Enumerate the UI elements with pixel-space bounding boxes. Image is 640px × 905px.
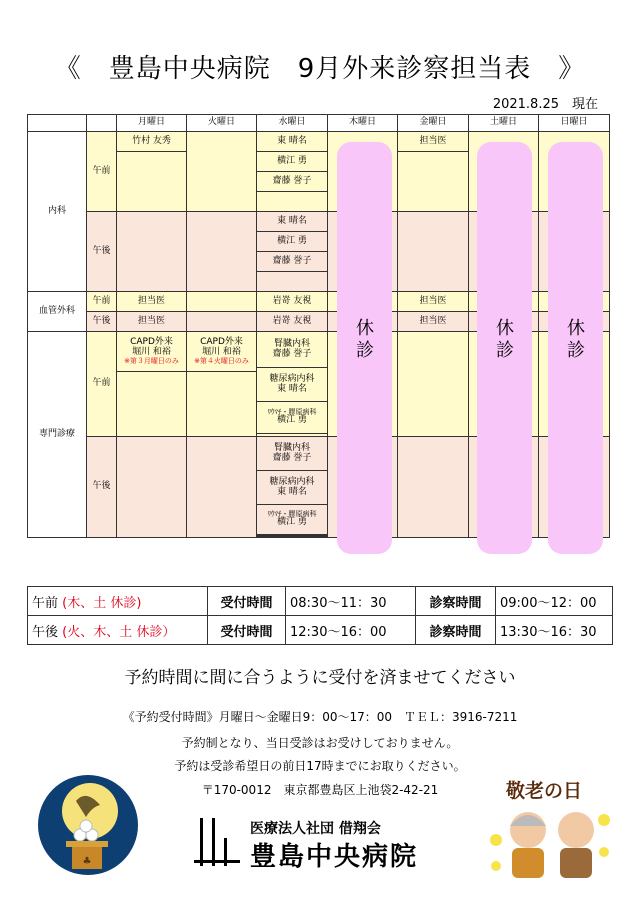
hours-closed: (火、木、土 休診） bbox=[62, 624, 176, 640]
slot-pm: 午後 bbox=[87, 212, 117, 292]
hours-label: 午前 bbox=[32, 595, 59, 611]
dept-senmon: 専門診療 bbox=[28, 332, 87, 538]
note: ※第４火曜日のみ bbox=[194, 356, 249, 365]
reservation-info: 《予約受付時間》月曜日～金曜日9：00～17：00 ＴＥＬ：3916-7211 bbox=[122, 710, 518, 724]
hours-closed: (木、土 休診) bbox=[62, 595, 142, 611]
closed-label: 休 診 bbox=[496, 318, 514, 361]
reception-label: 受付時間 bbox=[208, 616, 286, 645]
capd-tue bbox=[187, 332, 257, 372]
clinic: 糖尿病内科 bbox=[269, 476, 315, 487]
reception-label: 受付時間 bbox=[208, 587, 286, 616]
clinic: ﾘｳﾏﾁ・膠原病科 bbox=[267, 407, 317, 416]
hospital-logo-icon bbox=[190, 814, 246, 870]
hours-row bbox=[28, 587, 613, 616]
day-header: 木曜日 bbox=[328, 115, 398, 132]
clinic-doctor bbox=[257, 402, 328, 434]
svg-text:♣: ♣ bbox=[82, 856, 92, 867]
doctor: 東 晴名 bbox=[257, 132, 328, 152]
doctor: 岩嵜 友視 bbox=[257, 292, 328, 312]
doctor: 横江 勇 bbox=[277, 415, 307, 426]
clinic-doctor bbox=[257, 505, 328, 535]
doctor: 東 晴名 bbox=[257, 212, 328, 232]
doctor: 東 晴名 bbox=[277, 383, 307, 394]
closed-label: 休 診 bbox=[356, 318, 374, 361]
hours-label: 午後 bbox=[32, 624, 59, 640]
capd-mon bbox=[117, 332, 187, 372]
slot-pm: 午後 bbox=[87, 437, 117, 538]
slot-am: 午前 bbox=[87, 292, 117, 312]
note-1: 予約制となり、当日受診はお受けしておりません。 bbox=[181, 736, 459, 750]
closed-label: 休 診 bbox=[567, 318, 585, 361]
hospital-name: 豊島中央病院 bbox=[250, 842, 419, 872]
doctor: 担当医 bbox=[117, 292, 187, 312]
day-header: 土曜日 bbox=[469, 115, 539, 132]
exam-time: 13:30～16：30 bbox=[496, 616, 613, 645]
slot-pm: 午後 bbox=[87, 312, 117, 332]
exam-time: 09:00～12：00 bbox=[496, 587, 613, 616]
clinic-doctor bbox=[257, 471, 328, 505]
doctor: 担当医 bbox=[398, 132, 469, 152]
updated-date: 2021.8.25 現在 bbox=[492, 97, 598, 112]
clinic-doctor bbox=[257, 332, 328, 368]
moon-dango-illustration bbox=[36, 773, 140, 885]
clinic: 糖尿病内科 bbox=[269, 373, 315, 384]
organization-name: 医療法人社団 借翔会 bbox=[250, 821, 381, 837]
doctor: 担当医 bbox=[398, 292, 469, 312]
clinic: CAPD外来 bbox=[200, 336, 243, 347]
slot-am: 午前 bbox=[87, 132, 117, 212]
doctor: 齋藤 誉子 bbox=[257, 252, 328, 272]
doctor: 東 晴名 bbox=[277, 486, 307, 497]
day-header-row bbox=[28, 115, 610, 132]
note-2: 予約は受診希望日の前日17時までにお取りください。 bbox=[174, 759, 466, 773]
reception-time: 12:30～16：00 bbox=[286, 616, 416, 645]
doctor: 齋藤 誉子 bbox=[272, 452, 312, 463]
notice: 予約時間に間に合うように受付を済ませてください bbox=[124, 668, 516, 688]
doctor: 齋藤 誉子 bbox=[272, 348, 312, 359]
doctor: 堀川 和裕 bbox=[202, 346, 241, 357]
clinic: ﾘｳﾏﾁ・膠原病科 bbox=[267, 509, 317, 518]
doctor: 横江 勇 bbox=[277, 517, 307, 528]
clinic: 腎臓内科 bbox=[273, 338, 310, 349]
doctor: 担当医 bbox=[117, 312, 187, 332]
exam-label: 診察時間 bbox=[416, 587, 496, 616]
keiro-title: 敬老の日 bbox=[506, 780, 583, 802]
day-header: 火曜日 bbox=[187, 115, 257, 132]
dept-kekkan: 血管外科 bbox=[28, 292, 87, 332]
doctor: 担当医 bbox=[398, 312, 469, 332]
exam-label: 診察時間 bbox=[416, 616, 496, 645]
day-header: 日曜日 bbox=[539, 115, 610, 132]
hours-table bbox=[27, 586, 613, 645]
page-title: 《 豊島中央病院 9月外来診察担当表 》 bbox=[54, 54, 586, 84]
clinic-doctor bbox=[257, 437, 328, 471]
clinic-doctor bbox=[257, 368, 328, 402]
note: ※第３月曜日のみ bbox=[124, 356, 179, 365]
doctor: 堀川 和裕 bbox=[132, 346, 171, 357]
doctor: 齋藤 誉子 bbox=[257, 172, 328, 192]
clinic: CAPD外来 bbox=[130, 336, 173, 347]
slot-am: 午前 bbox=[87, 332, 117, 437]
hours-row bbox=[28, 616, 613, 645]
address: 〒170-0012 東京都豊島区上池袋2-42-21 bbox=[201, 783, 439, 797]
doctor: 岩嵜 友視 bbox=[257, 312, 328, 332]
doctor: 横江 勇 bbox=[257, 232, 328, 252]
reception-time: 08:30～11：30 bbox=[286, 587, 416, 616]
dept-naika: 内科 bbox=[28, 132, 87, 292]
elderly-couple-illustration bbox=[488, 800, 612, 880]
day-header: 金曜日 bbox=[398, 115, 469, 132]
clinic: 腎臓内科 bbox=[273, 442, 310, 453]
day-header: 月曜日 bbox=[117, 115, 187, 132]
doctor: 竹村 友秀 bbox=[117, 132, 187, 152]
day-header: 水曜日 bbox=[257, 115, 328, 132]
doctor: 横江 勇 bbox=[257, 152, 328, 172]
